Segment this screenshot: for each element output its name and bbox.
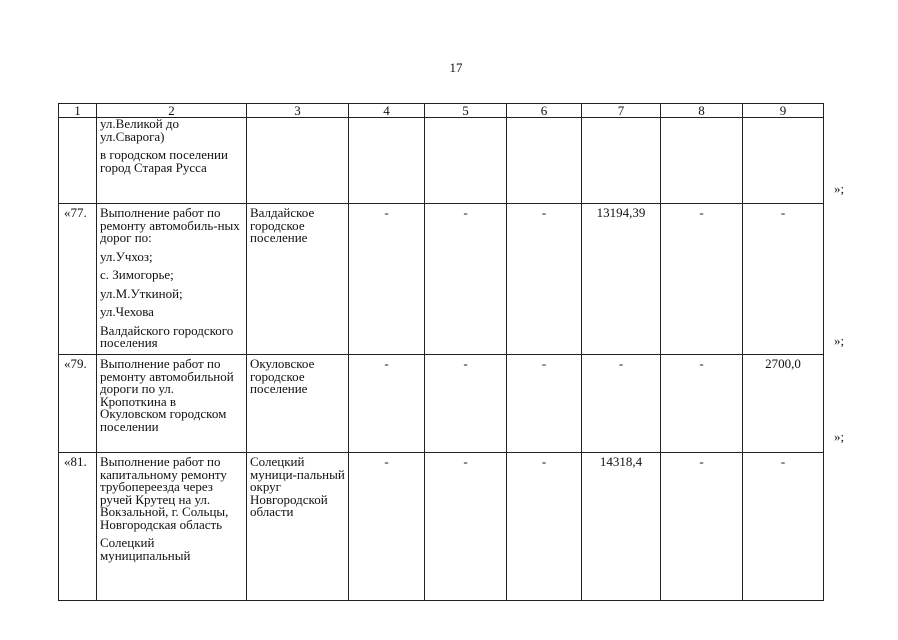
column-number-row [59,104,824,118]
cell-col8 [661,118,743,204]
column-number: 6 [507,104,582,118]
row-number [59,118,97,204]
work-description [97,355,247,453]
work-description [97,118,247,204]
cell-col8: - [661,453,743,601]
cell-col6 [507,118,582,204]
description-line: Выполнение работ по ремонту автомобильной дороги по ул. Кропоткина в Окуловском городском поселении [100,356,234,434]
cell-col9: - [743,204,824,355]
column-number: 3 [247,104,349,118]
cell-col5: - [425,355,507,453]
cell-col5: - [425,453,507,601]
description-line: Выполнение работ по капитальному ремонту трубопереезда через ручей Крутец на ул. Вокзальной, г. Сольцы, Новгородская область [100,454,229,532]
column-number: 4 [349,104,425,118]
cell-col5 [425,118,507,204]
table-row [59,204,824,355]
cell-col6: - [507,355,582,453]
cell-col7 [582,118,661,204]
column-number: 1 [59,104,97,118]
cell-col9 [743,118,824,204]
work-description [97,453,247,601]
table-row [59,118,824,204]
description-line: ул.М.Уткиной; [100,285,183,301]
municipality: Солецкий муници-пальный округ Новгородской области [247,453,349,601]
column-number: 8 [661,104,743,118]
cell-col8: - [661,204,743,355]
municipality: Окуловское городское поселение [247,355,349,453]
budget-table [58,103,824,601]
description-line: Выполнение работ по ремонту автомобиль-ных дорог по: [100,205,240,245]
row-number: «79. [59,355,97,453]
cell-col4: - [349,453,425,601]
column-number: 9 [743,104,824,118]
description-line: в городском поселении город Старая Русса [100,147,228,175]
row-closing-quote: »; [834,333,845,348]
page-number: 17 [449,60,463,75]
column-number: 5 [425,104,507,118]
description-line: ул.Чехова [100,304,154,319]
cell-col6: - [507,204,582,355]
cell-col5: - [425,204,507,355]
description-line: Валдайского городского поселения [100,322,234,350]
description-line: с. Зимогорье; [100,267,174,282]
column-number: 2 [97,104,247,118]
description-line: ул.Великой до ул.Сварога) [100,117,180,144]
cell-col7: 14318,4 [582,453,661,601]
cell-col6: - [507,453,582,601]
table-row [59,453,824,601]
cell-col9: 2700,0 [743,355,824,453]
work-description [97,204,247,355]
cell-col4 [349,118,425,204]
municipality [247,118,349,204]
cell-col4: - [349,204,425,355]
description-line: ул.Учхоз; [100,248,153,264]
cell-col7: - [582,355,661,453]
municipality: Валдайское городское поселение [247,204,349,355]
column-number: 7 [582,104,661,118]
cell-col8: - [661,355,743,453]
cell-col9: - [743,453,824,601]
cell-col7: 13194,39 [582,204,661,355]
row-number: «81. [59,453,97,601]
table-row [59,355,824,453]
cell-col4: - [349,355,425,453]
row-closing-quote: »; [834,181,845,196]
row-closing-quote: »; [834,429,845,444]
row-number: «77. [59,204,97,355]
description-line: Солецкий муниципальный [100,535,191,563]
